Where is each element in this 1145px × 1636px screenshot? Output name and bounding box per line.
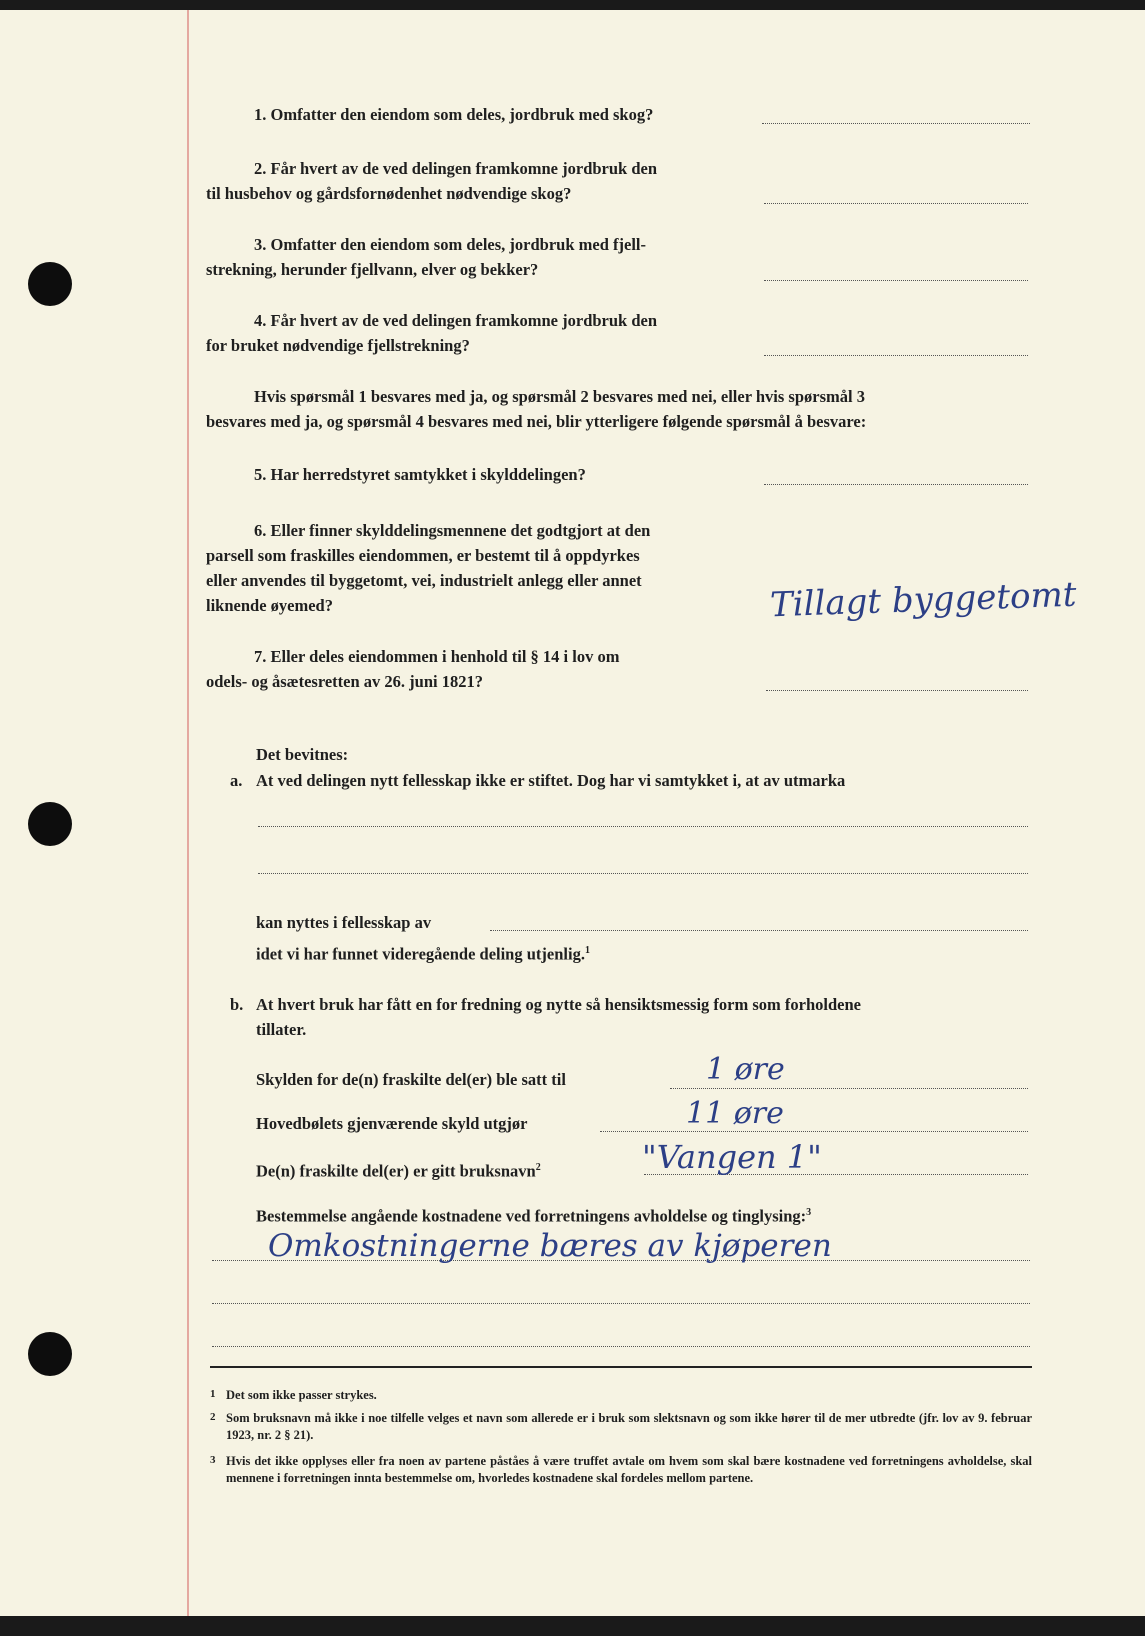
question-4: 4. Får hvert av de ved delingen framkomne jordbruk den for bruket nødvendige fjellstrekning? xyxy=(206,311,658,355)
answer-line-3 xyxy=(764,280,1028,281)
navn-value: "Vangen 1" xyxy=(642,1138,822,1176)
kost-line-3 xyxy=(212,1346,1030,1347)
question-6: 6. Eller finner skylddelingsmennene det godtgjort at den parsell som fraskilles eiendommen, er bestemt til å oppdyrkes eller anvendes til byggetomt, vei, industrielt anlegg eller annet liknende øyemed? xyxy=(206,521,651,615)
footnote-1-number: 1 xyxy=(210,1388,216,1400)
punch-hole-bottom xyxy=(28,1332,72,1376)
footnote-2-number: 2 xyxy=(210,1411,216,1423)
skyld-line xyxy=(670,1088,1028,1089)
footnote-rule xyxy=(210,1366,1032,1368)
hoved-line xyxy=(600,1131,1028,1132)
answer-line-4 xyxy=(764,355,1028,356)
question-7: 7. Eller deles eiendommen i henhold til § 14 i lov om odels- og åsætesretten av 26. juni 1821? xyxy=(206,647,620,691)
answer-line-1 xyxy=(762,123,1030,124)
punch-hole-middle xyxy=(28,802,72,846)
question-5: 5. Har herredstyret samtykket i skylddelingen? xyxy=(254,465,586,484)
skyld-value: 1 øre xyxy=(706,1052,785,1087)
skyld-label: Skylden for de(n) fraskilte del(er) ble satt til xyxy=(256,1070,566,1089)
question-3: 3. Omfatter den eiendom som deles, jordbruk med fjell- strekning, herunder fjellvann, elver og bekker? xyxy=(206,235,646,279)
hoved-label: Hovedbølets gjenværende skyld utgjør xyxy=(256,1114,528,1133)
condition-line-1: Hvis spørsmål 1 besvares med ja, og spørsmål 2 besvares med nei, eller hvis spørsmål 3 xyxy=(254,387,865,406)
document-page xyxy=(0,10,1145,1616)
hoved-value: 11 øre xyxy=(686,1096,784,1131)
handwritten-answer-6: Tillagt byggetomt xyxy=(769,574,1078,626)
condition-line-2: besvares med ja, og spørsmål 4 besvares med nei, blir ytterligere følgende spørsmål å besvare: xyxy=(206,412,867,431)
attest-b-line-1: At hvert bruk har fått en for fredning og nytte så hensiktsmessig form som forholdene xyxy=(256,995,861,1014)
margin-line xyxy=(187,10,189,1616)
attest-a-label: a. xyxy=(230,771,243,790)
attest-a-common-label: kan nyttes i fellesskap av xyxy=(256,913,432,932)
footnote-3-number: 3 xyxy=(210,1454,216,1466)
attest-a-blank-2 xyxy=(258,873,1028,874)
attest-a-further: idet vi har funnet videregående deling utjenlig.$^1$ xyxy=(256,944,590,964)
attest-b-line-2: tillater. xyxy=(256,1020,307,1039)
attest-a-text: At ved delingen nytt fellesskap ikke er stiftet. Dog har vi samtykket i, at av utmarka xyxy=(256,771,846,790)
attest-a-common-line xyxy=(490,930,1028,931)
answer-line-5 xyxy=(764,484,1028,485)
attest-heading: Det bevitnes: xyxy=(256,745,349,764)
kost-label: Bestemmelse angående kostnadene ved forretningens avholdelse og tinglysing:$^3$ xyxy=(256,1206,812,1226)
attest-a-blank-1 xyxy=(258,826,1028,827)
punch-hole-top xyxy=(28,262,72,306)
answer-line-2 xyxy=(764,203,1028,204)
kost-line-2 xyxy=(212,1303,1030,1304)
question-2: 2. Får hvert av de ved delingen framkomne jordbruk den til husbehov og gårdsfornødenhet nødvendige skog? xyxy=(206,159,658,203)
navn-label: De(n) fraskilte del(er) er gitt bruksnavn$^2$ xyxy=(256,1161,541,1181)
kost-value: Omkostningerne bæres av kjøperen xyxy=(268,1228,832,1264)
footnote-3-text: Hvis det ikke opplyses eller fra noen av partene påståes å være truffet avtale om hvem som skal bære kostnadene ved forretningens avholdelse, skal mennene i forretningen innta bestemmelse om, hvorledes kostnadene skal fordeles mellom partene. xyxy=(226,1454,1032,1485)
question-1: 1. Omfatter den eiendom som deles, jordbruk med skog? xyxy=(254,105,654,124)
answer-line-7 xyxy=(766,690,1028,691)
footnote-1-text: Det som ikke passer strykes. xyxy=(226,1388,377,1402)
attest-b-label: b. xyxy=(230,995,244,1014)
footnote-2-text: Som bruksnavn må ikke i noe tilfelle velges et navn som allerede er i bruk som slektsnavn og som ikke hører til de mer utbredte (jfr. lov av 9. februar 1923, nr. 2 § 21). xyxy=(226,1411,1032,1442)
